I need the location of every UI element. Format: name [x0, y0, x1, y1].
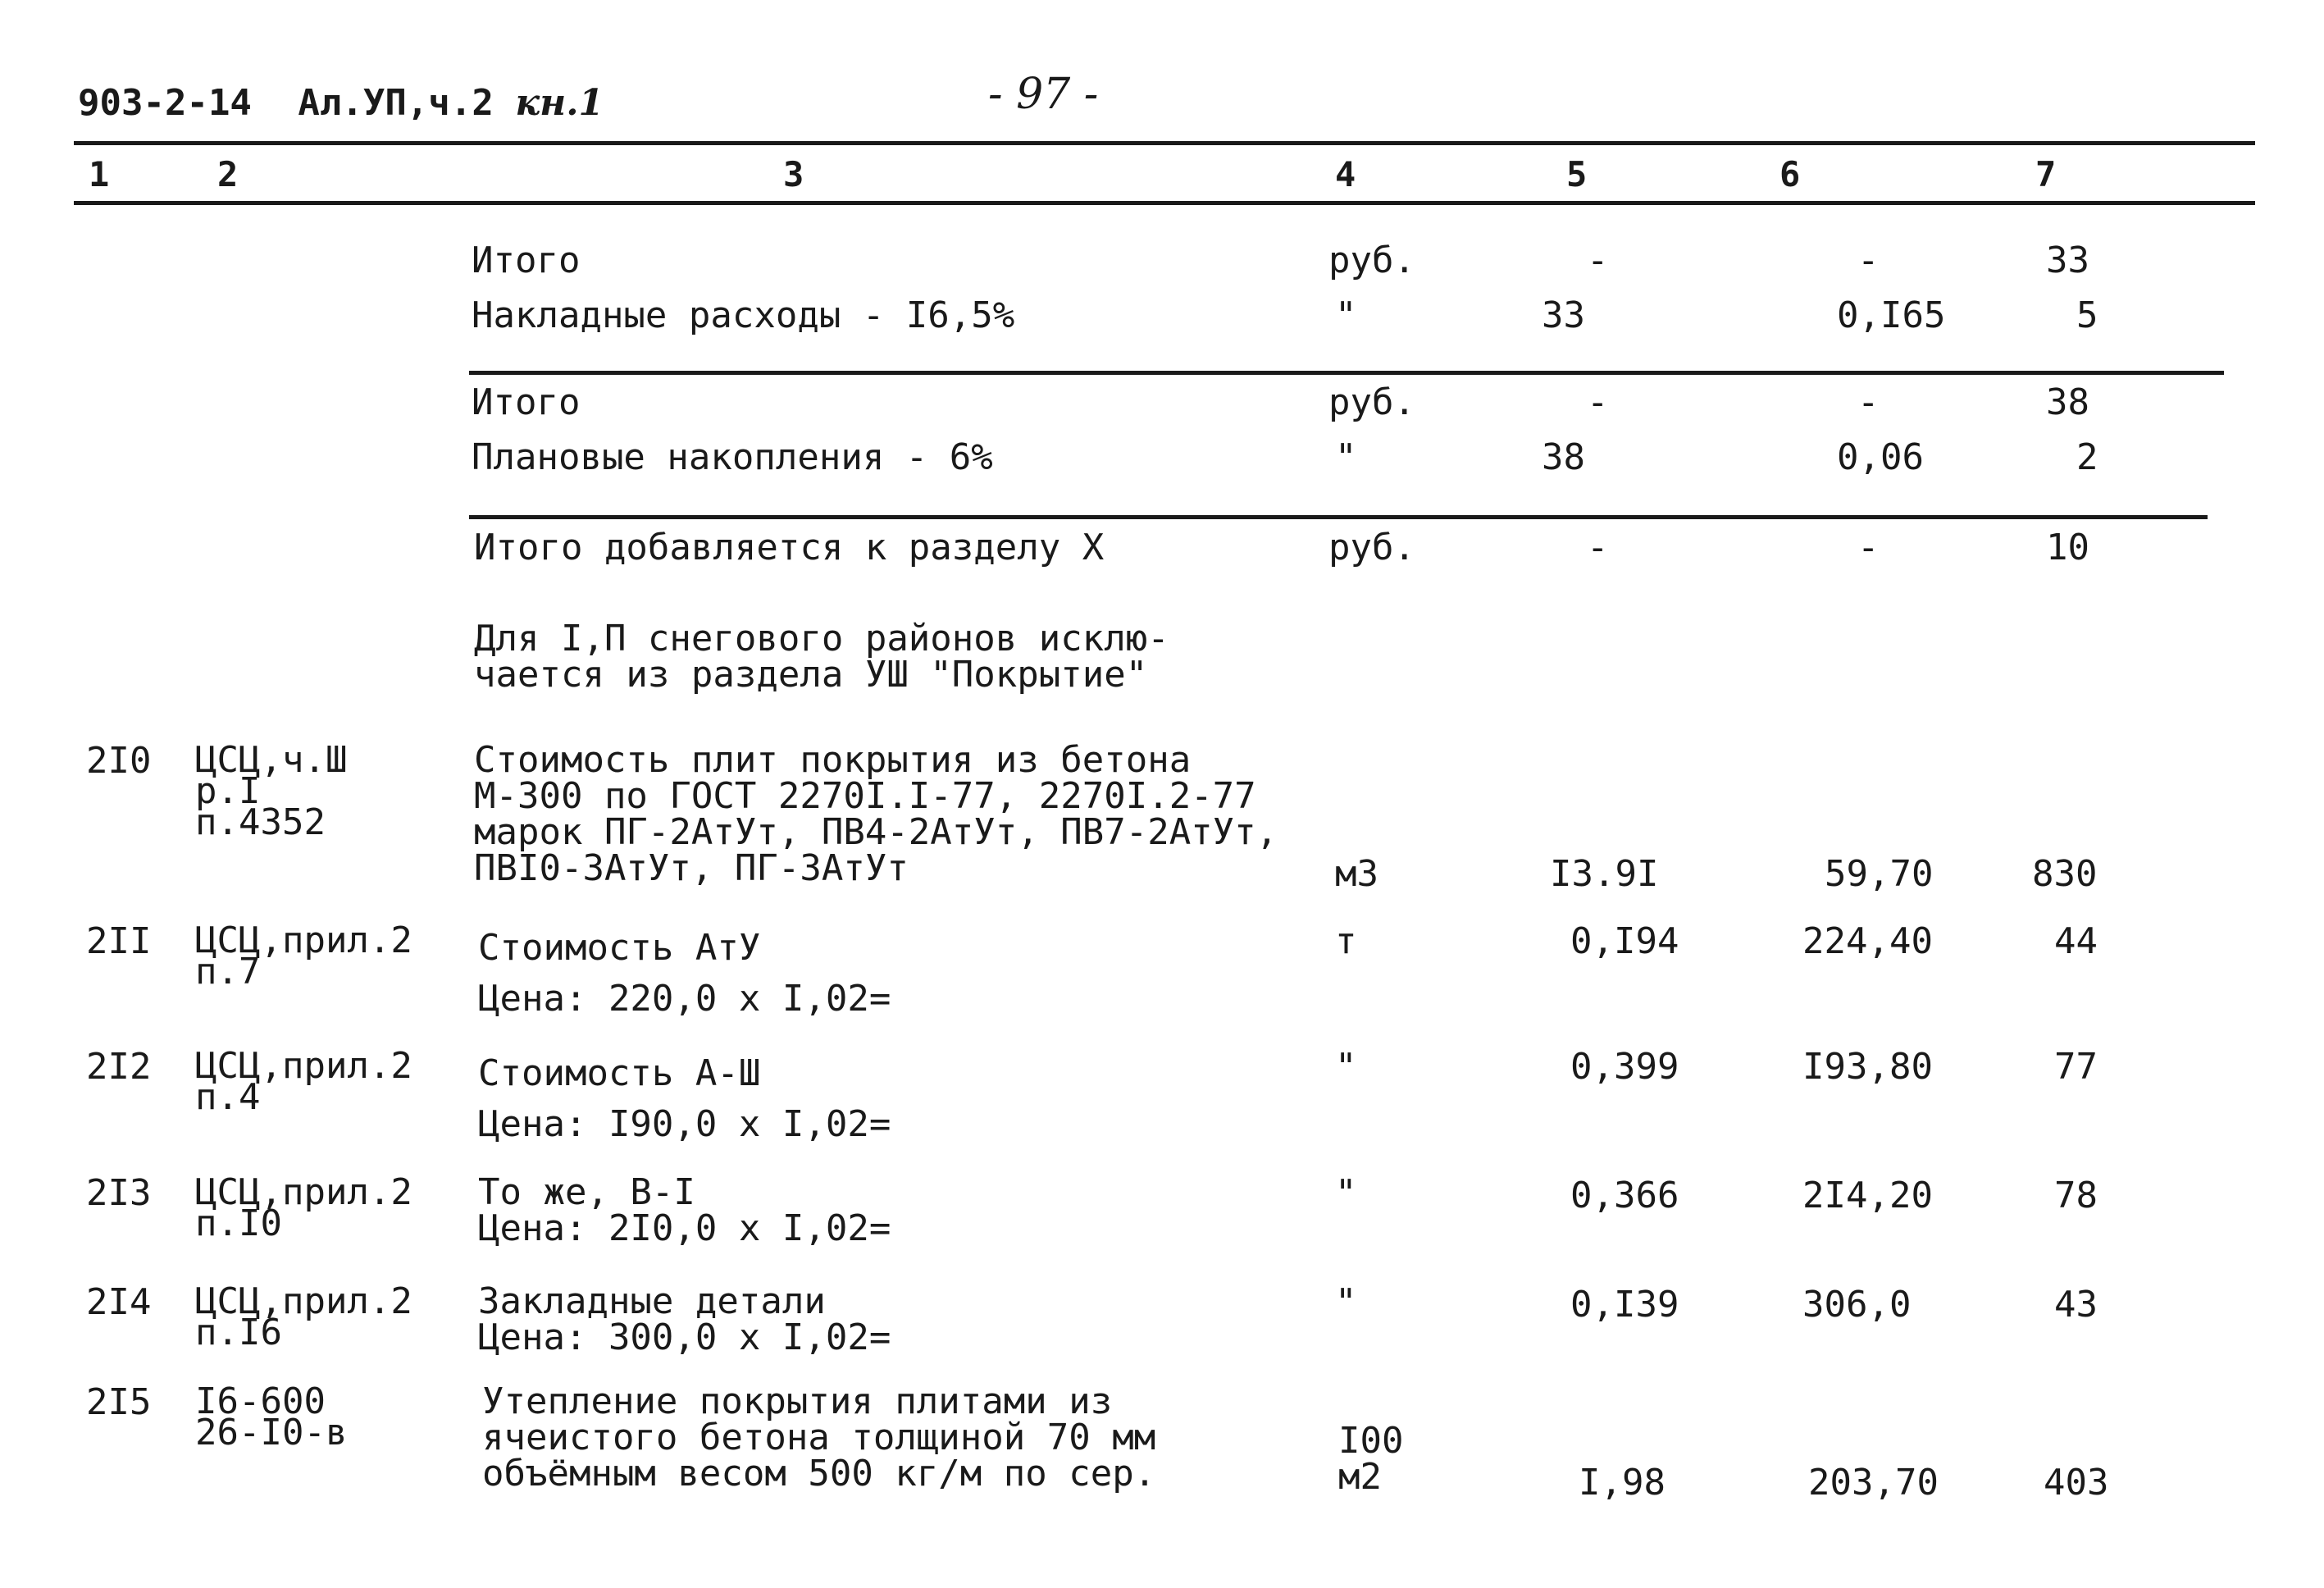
reference: [195, 1171, 412, 1244]
header-bottom-rule: [74, 201, 2255, 205]
quantity: 0,399: [1570, 1046, 1679, 1088]
description: [474, 739, 1278, 889]
description: Плановые накопления - 6%: [472, 436, 993, 478]
book-ref: кн.1: [515, 82, 604, 124]
section-rule-1: [469, 371, 2224, 375]
column-number-4: 4: [1335, 154, 1356, 194]
quantity: I,98: [1579, 1462, 1666, 1504]
total: 830: [2032, 853, 2098, 895]
description-line: Стоимость АтУ: [478, 927, 761, 969]
note-snow-regions: [474, 618, 1169, 696]
quantity: -: [1587, 381, 1609, 423]
description-line: Стоимость А-Ш: [478, 1052, 761, 1094]
row-number: 2I5: [86, 1381, 152, 1423]
unit-line: I00: [1338, 1420, 1404, 1462]
column-number-7: 7: [2035, 154, 2057, 194]
table-row-211: [0, 919, 2324, 1021]
unit-price: 0,06: [1837, 436, 1924, 478]
quantity: -: [1587, 240, 1609, 281]
description-line: Цена: 300,0 x I,02=: [478, 1316, 891, 1358]
unit: ": [1335, 1172, 1357, 1214]
description-line: Закладные детали: [478, 1280, 826, 1322]
description: [482, 1380, 1156, 1494]
section-rule-2: [469, 515, 2208, 519]
description: Итого: [472, 381, 581, 423]
unit-price: -: [1857, 527, 1880, 568]
description-line: Цена: I90,0 x I,02=: [478, 1103, 891, 1145]
unit-price: 203,70: [1808, 1462, 1939, 1504]
unit-price: I93,80: [1802, 1046, 1933, 1088]
row-overhead: [0, 294, 2324, 338]
description: Накладные расходы - I6,5%: [472, 294, 1015, 336]
reference-line: п.I6: [195, 1312, 282, 1353]
description-line: Стоимость плит покрытия из бетона: [474, 739, 1192, 781]
total: 44: [2054, 920, 2098, 962]
total: 10: [2046, 527, 2089, 568]
table-row-214: [0, 1280, 2324, 1366]
description: Итого: [472, 240, 581, 281]
description-line: Цена: 2I0,0 x I,02=: [478, 1207, 891, 1249]
table-row-215: [0, 1380, 2324, 1507]
reference-line: п.4352: [195, 801, 326, 843]
total: 78: [2054, 1175, 2098, 1216]
total: 77: [2054, 1046, 2098, 1088]
unit: ": [1335, 436, 1357, 478]
row-number: 2I2: [86, 1046, 152, 1088]
table-row-213: [0, 1171, 2324, 1257]
total: 33: [2046, 240, 2089, 281]
unit: руб.: [1328, 240, 1415, 281]
description: Итого добавляется к разделу X: [474, 527, 1105, 568]
quantity: 33: [1542, 294, 1585, 336]
total: 5: [2076, 294, 2098, 336]
description-line: М-300 по ГОСТ 2270I.I-77, 2270I.2-77: [474, 775, 1256, 817]
description-line: Цена: 220,0 x I,02=: [478, 978, 891, 1020]
series-code: 903-2-14: [78, 82, 252, 124]
reference-line: п.4: [195, 1076, 261, 1118]
column-number-3: 3: [783, 154, 804, 194]
description-line: ячеистого бетона толщиной 70 мм: [482, 1417, 1156, 1458]
description: [478, 1048, 891, 1150]
description-line: ПВI0-3АтУт, ПГ-3АтУт: [474, 847, 909, 889]
unit: ": [1335, 1046, 1357, 1088]
reference-line: ЦСЦ,прил.2: [195, 1171, 412, 1213]
unit-price: -: [1857, 381, 1880, 423]
description-line: объёмным весом 500 кг/м по сер.: [482, 1453, 1156, 1494]
unit: ": [1335, 1281, 1357, 1323]
unit-price: 224,40: [1802, 920, 1933, 962]
reference-line: р.I: [195, 770, 261, 812]
table-row-212: [0, 1045, 2324, 1147]
unit-line: м2: [1338, 1456, 1382, 1498]
reference: [195, 739, 348, 843]
quantity: -: [1587, 527, 1609, 568]
note-line: чается из раздела УШ "Покрытие": [474, 654, 1148, 696]
reference-line: 26-I0-в: [195, 1412, 348, 1453]
unit: [1338, 1420, 1404, 1498]
column-number-1: 1: [89, 154, 110, 194]
row-subtotal-2: [0, 381, 2324, 425]
row-total-added: [0, 529, 2324, 570]
row-number: 2II: [86, 920, 152, 962]
reference-line: ЦСЦ,прил.2: [195, 1280, 412, 1322]
column-number-6: 6: [1779, 154, 1801, 194]
row-planned-savings: [0, 436, 2324, 480]
unit-price: 0,I65: [1837, 294, 1946, 336]
album-ref: Ал.УП,ч.2: [298, 82, 494, 124]
unit-price: 2I4,20: [1802, 1175, 1933, 1216]
description: [478, 1171, 891, 1249]
reference-line: ЦСЦ,ч.Ш: [195, 739, 348, 781]
quantity: I3.9I: [1550, 853, 1659, 895]
total: 2: [2076, 436, 2098, 478]
row-number: 2I3: [86, 1172, 152, 1214]
unit: м3: [1335, 853, 1378, 895]
unit: руб.: [1328, 527, 1415, 568]
reference-line: п.7: [195, 951, 261, 992]
document-code: [78, 82, 604, 124]
description-line: Утепление покрытия плитами из: [482, 1380, 1113, 1422]
reference-line: ЦСЦ,прил.2: [195, 1045, 412, 1087]
reference: [195, 1045, 412, 1118]
table-row-210: [0, 739, 2324, 895]
reference-line: I6-600: [195, 1380, 326, 1422]
quantity: 0,I94: [1570, 920, 1679, 962]
quantity: 38: [1542, 436, 1585, 478]
unit: руб.: [1328, 381, 1415, 423]
reference: [195, 1280, 412, 1353]
row-number: 2I4: [86, 1281, 152, 1323]
reference: [195, 1380, 348, 1453]
page-number: - 97 -: [988, 70, 1099, 119]
total: 403: [2044, 1462, 2109, 1504]
quantity: 0,I39: [1570, 1284, 1679, 1326]
description: [478, 1280, 891, 1358]
unit: ": [1335, 294, 1357, 336]
unit-price: 59,70: [1825, 853, 1934, 895]
header-top-rule: [74, 141, 2255, 145]
reference-line: ЦСЦ,прил.2: [195, 919, 412, 961]
column-number-2: 2: [217, 154, 239, 194]
unit-price: 306,0: [1802, 1284, 1912, 1326]
total: 43: [2054, 1284, 2098, 1326]
quantity: 0,366: [1570, 1175, 1679, 1216]
total: 38: [2046, 381, 2089, 423]
column-number-5: 5: [1566, 154, 1588, 194]
unit-price: -: [1857, 240, 1880, 281]
description-line: То же, В-I: [478, 1171, 695, 1213]
note-line: Для I,П снегового районов исклю-: [474, 618, 1169, 659]
row-subtotal-1: [0, 242, 2324, 283]
description: [478, 923, 891, 1024]
reference-line: п.I0: [195, 1202, 282, 1244]
description-line: марок ПГ-2АтУт, ПВ4-2АтУт, ПВ7-2АтУт,: [474, 811, 1278, 853]
reference: [195, 919, 412, 992]
unit: т: [1335, 920, 1357, 962]
row-number: 2I0: [86, 740, 152, 782]
